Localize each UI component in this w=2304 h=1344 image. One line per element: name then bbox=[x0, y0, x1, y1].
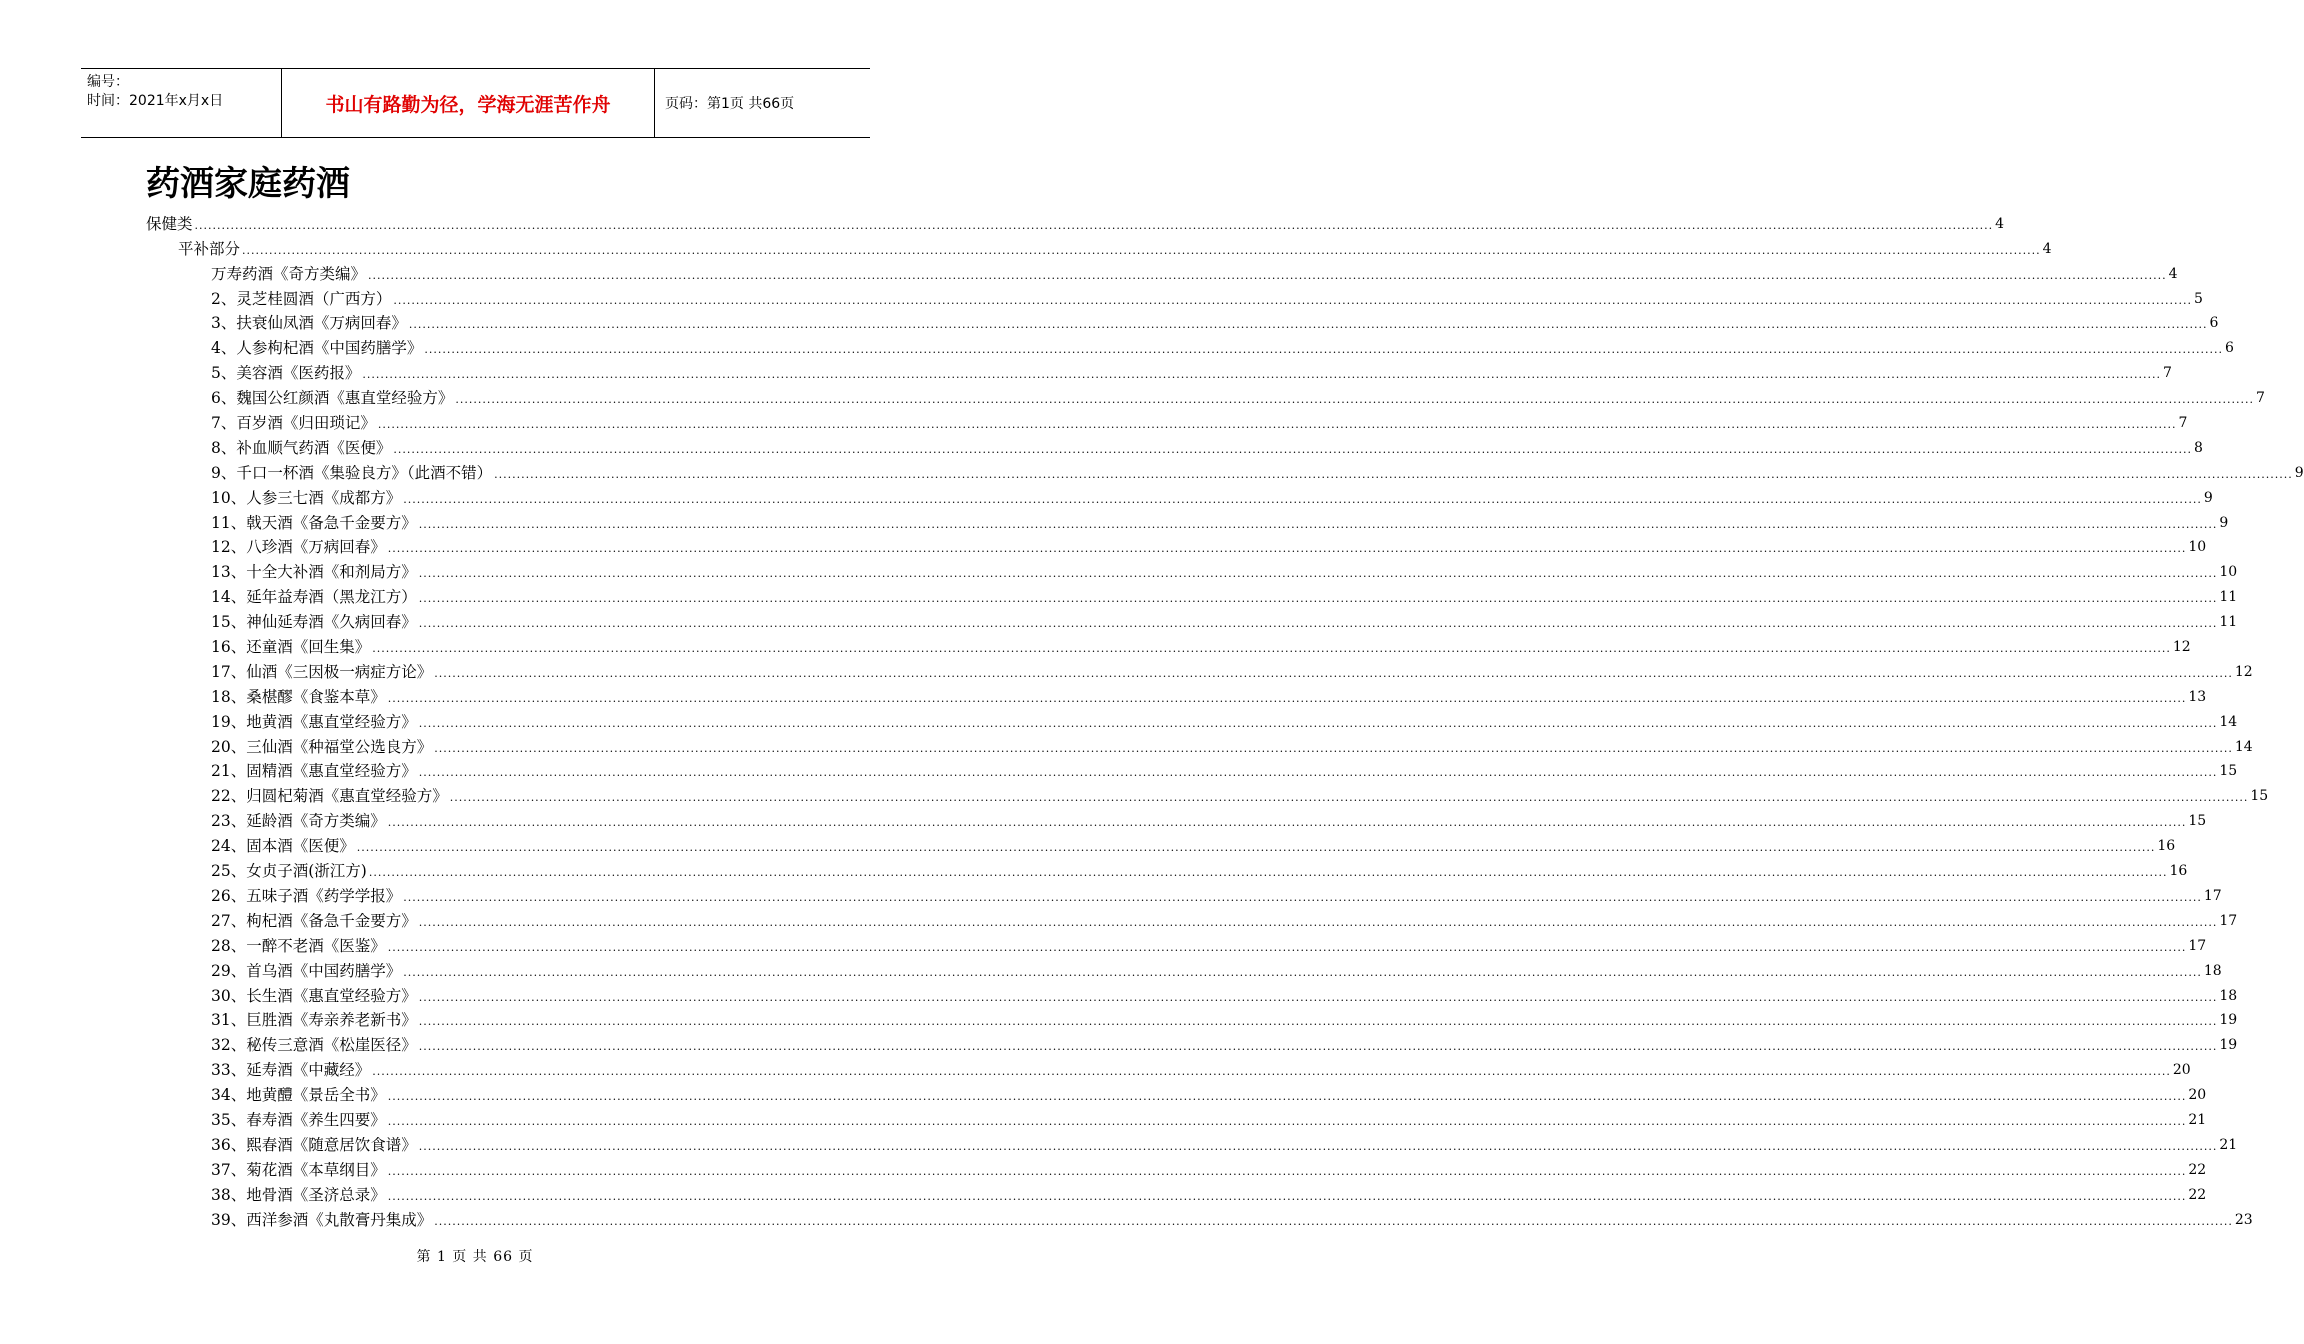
toc-entry-title: 还童酒《回生集》 bbox=[246, 638, 371, 657]
toc-entry-page: 22 bbox=[2188, 1161, 2207, 1178]
toc-leader-dots: ................................................................................................................................................................................................................................................................................................................................................................................................................ bbox=[372, 1065, 2171, 1079]
toc-entry-title: 首乌酒《中国药膳学》 bbox=[246, 961, 402, 980]
toc-entry[interactable] bbox=[146, 732, 2253, 757]
toc-leader-dots: ................................................................................................................................................................................................................................................................................................................................................................................................................ bbox=[242, 243, 2041, 257]
toc-entry[interactable] bbox=[146, 333, 2234, 358]
toc-entry-number: 27、 bbox=[211, 911, 247, 930]
toc-leader-dots: ................................................................................................................................................................................................................................................................................................................................................................................................................ bbox=[455, 393, 2255, 407]
toc-entry-page: 20 bbox=[2172, 1062, 2191, 1079]
toc-leader-dots: ................................................................................................................................................................................................................................................................................................................................................................................................................ bbox=[377, 418, 2177, 432]
toc-entry-number: 7、 bbox=[211, 414, 237, 433]
toc-leader-dots: ................................................................................................................................................................................................................................................................................................................................................................................................................ bbox=[418, 1015, 2218, 1029]
toc-entry-page: 15 bbox=[2219, 763, 2238, 780]
toc-entry-page: 23 bbox=[2234, 1211, 2253, 1228]
toc-entry-page: 19 bbox=[2219, 1012, 2238, 1029]
toc-entry-title: 枸杞酒《备急千金要方》 bbox=[246, 911, 417, 930]
toc-entry[interactable] bbox=[146, 209, 2005, 234]
toc-entry-number: 11、 bbox=[211, 513, 247, 532]
toc-entry-title: 延寿酒《中藏经》 bbox=[246, 1061, 371, 1080]
toc-leader-dots: ................................................................................................................................................................................................................................................................................................................................................................................................................ bbox=[434, 1214, 2233, 1228]
toc-entry-number: 37、 bbox=[211, 1160, 247, 1179]
toc-entry-page: 4 bbox=[2168, 265, 2178, 282]
toc-entry-number: 3、 bbox=[211, 314, 237, 333]
toc-entry-title: 固精酒《惠直堂经验方》 bbox=[246, 762, 417, 781]
toc-leader-dots: ................................................................................................................................................................................................................................................................................................................................................................................................................ bbox=[418, 517, 2218, 531]
toc-leader-dots: ................................................................................................................................................................................................................................................................................................................................................................................................................ bbox=[418, 1139, 2218, 1153]
toc-entry-page: 15 bbox=[2188, 813, 2207, 830]
toc-entry-page: 12 bbox=[2234, 663, 2253, 680]
toc-entry-title: 十全大补酒《和剂局方》 bbox=[246, 563, 417, 582]
toc-entry-page: 6 bbox=[2225, 340, 2234, 357]
toc-entry-number: 34、 bbox=[211, 1086, 247, 1105]
toc-entry-number: 18、 bbox=[211, 687, 247, 706]
toc-entry-title: 戟天酒《备急千金要方》 bbox=[246, 513, 417, 532]
toc-leader-dots: ................................................................................................................................................................................................................................................................................................................................................................................................................ bbox=[418, 567, 2218, 581]
toc-entry[interactable] bbox=[146, 234, 2052, 259]
toc-entry-title: 一醉不老酒《医鉴》 bbox=[246, 936, 386, 955]
toc-entry[interactable] bbox=[146, 557, 2238, 582]
toc-entry-title: 女贞子酒(浙江方) bbox=[246, 862, 367, 881]
toc-entry-title: 地黄醴《景岳全书》 bbox=[246, 1086, 386, 1105]
toc-entry[interactable] bbox=[146, 259, 2178, 284]
toc-entry-title: 三仙酒《种福堂公选良方》 bbox=[246, 737, 433, 756]
toc-entry-page: 17 bbox=[2203, 887, 2222, 904]
toc-entry[interactable] bbox=[146, 309, 2219, 334]
toc-entry-page: 22 bbox=[2188, 1186, 2207, 1203]
toc-leader-dots: ................................................................................................................................................................................................................................................................................................................................................................................................................ bbox=[387, 1164, 2187, 1178]
toc-entry-number: 2、 bbox=[211, 289, 237, 308]
toc-entry-number: 24、 bbox=[211, 837, 247, 856]
number-label: 编号： bbox=[87, 74, 129, 90]
toc-entry-title: 百岁酒《归田琐记》 bbox=[236, 414, 376, 433]
toc-entry-page: 14 bbox=[2219, 713, 2238, 730]
toc-leader-dots: ................................................................................................................................................................................................................................................................................................................................................................................................................ bbox=[434, 741, 2233, 755]
toc-entry-page: 4 bbox=[2042, 240, 2052, 257]
toc-entry-page: 21 bbox=[2219, 1136, 2238, 1153]
toc-entry[interactable] bbox=[146, 806, 2207, 831]
toc-entry-number: 32、 bbox=[211, 1036, 247, 1055]
toc-entry-number: 21、 bbox=[211, 762, 247, 781]
toc-entry[interactable] bbox=[146, 1180, 2207, 1205]
toc-entry[interactable] bbox=[146, 383, 2265, 408]
toc-leader-dots: ................................................................................................................................................................................................................................................................................................................................................................................................................ bbox=[408, 318, 2208, 332]
toc-entry[interactable] bbox=[146, 956, 2222, 981]
toc-entry-number: 35、 bbox=[211, 1110, 247, 1129]
toc-entry-number: 23、 bbox=[211, 812, 247, 831]
toc-leader-dots: ................................................................................................................................................................................................................................................................................................................................................................................................................ bbox=[194, 218, 1994, 232]
toc-entry-number: 30、 bbox=[211, 986, 247, 1005]
toc-entry-number: 13、 bbox=[211, 563, 247, 582]
toc-leader-dots: ................................................................................................................................................................................................................................................................................................................................................................................................................ bbox=[387, 1090, 2187, 1104]
toc-leader-dots: ................................................................................................................................................................................................................................................................................................................................................................................................................ bbox=[387, 816, 2187, 830]
toc-entry-number: 14、 bbox=[211, 588, 247, 607]
toc-entry-page: 6 bbox=[2209, 315, 2219, 332]
toc-entry-title: 地骨酒《圣济总录》 bbox=[246, 1185, 386, 1204]
toc-leader-dots: ................................................................................................................................................................................................................................................................................................................................................................................................................ bbox=[403, 492, 2202, 506]
toc-entry[interactable] bbox=[146, 682, 2207, 707]
toc-entry[interactable] bbox=[146, 1205, 2253, 1230]
toc-entry[interactable] bbox=[146, 1055, 2191, 1080]
toc-entry-page: 20 bbox=[2188, 1087, 2207, 1104]
toc-entry-title: 桑椹醪《食鉴本草》 bbox=[246, 687, 386, 706]
toc-entry-page: 14 bbox=[2234, 738, 2253, 755]
toc-leader-dots: ................................................................................................................................................................................................................................................................................................................................................................................................................ bbox=[368, 866, 2168, 880]
toc-entry-title: 万寿药酒《奇方类编》 bbox=[211, 264, 367, 283]
toc-entry-number: 31、 bbox=[211, 1011, 247, 1030]
toc-entry[interactable] bbox=[146, 284, 2203, 309]
toc-entry[interactable] bbox=[146, 856, 2188, 881]
toc-entry[interactable] bbox=[146, 1006, 2238, 1031]
toc-entry-title: 熙春酒《随意居饮食谱》 bbox=[246, 1135, 417, 1154]
toc-entry[interactable] bbox=[146, 582, 2238, 607]
toc-leader-dots: ................................................................................................................................................................................................................................................................................................................................................................................................................ bbox=[393, 442, 2193, 456]
toc-leader-dots: ................................................................................................................................................................................................................................................................................................................................................................................................................ bbox=[387, 691, 2187, 705]
toc-entry-title: 固本酒《医便》 bbox=[246, 837, 355, 856]
toc-entry-number: 22、 bbox=[211, 787, 247, 806]
toc-entry-number: 26、 bbox=[211, 886, 247, 905]
toc-entry-page: 7 bbox=[2256, 390, 2265, 407]
toc-entry-page: 16 bbox=[2169, 863, 2188, 880]
toc-entry[interactable] bbox=[146, 881, 2222, 906]
toc-entry-page: 18 bbox=[2203, 962, 2222, 979]
toc-entry[interactable] bbox=[146, 508, 2229, 533]
toc-entry[interactable] bbox=[146, 1080, 2207, 1105]
toc-leader-dots: ................................................................................................................................................................................................................................................................................................................................................................................................................ bbox=[418, 766, 2218, 780]
toc-leader-dots: ................................................................................................................................................................................................................................................................................................................................................................................................................ bbox=[368, 268, 2167, 282]
toc-entry-title: 千口一杯酒《集验良方》（此酒不错） bbox=[236, 463, 493, 482]
toc-entry[interactable] bbox=[146, 1155, 2207, 1180]
toc-entry-page: 21 bbox=[2188, 1111, 2207, 1128]
toc-leader-dots: ................................................................................................................................................................................................................................................................................................................................................................................................................ bbox=[393, 293, 2193, 307]
toc-entry-page: 12 bbox=[2172, 639, 2191, 656]
toc-entry-page: 10 bbox=[2219, 564, 2238, 581]
toc-entry-title: 人参枸杞酒《中国药膳学》 bbox=[236, 339, 423, 358]
toc-entry-page: 17 bbox=[2188, 937, 2207, 954]
toc-entry-title: 秘传三意酒《松崖医径》 bbox=[246, 1036, 417, 1055]
toc-entry[interactable] bbox=[146, 458, 2304, 483]
toc-entry-title: 西洋参酒《丸散膏丹集成》 bbox=[246, 1210, 433, 1229]
toc-leader-dots: ................................................................................................................................................................................................................................................................................................................................................................................................................ bbox=[387, 940, 2187, 954]
toc-entry-page: 11 bbox=[2219, 614, 2238, 631]
toc-entry-title: 保健类 bbox=[146, 214, 193, 233]
toc-entry-number: 8、 bbox=[211, 438, 237, 457]
toc-entry-page: 19 bbox=[2219, 1037, 2238, 1054]
toc-leader-dots: ................................................................................................................................................................................................................................................................................................................................................................................................................ bbox=[418, 915, 2218, 929]
toc-leader-dots: ................................................................................................................................................................................................................................................................................................................................................................................................................ bbox=[418, 1040, 2218, 1054]
toc-entry-page: 7 bbox=[2163, 365, 2172, 382]
toc-leader-dots: ................................................................................................................................................................................................................................................................................................................................................................................................................ bbox=[418, 592, 2218, 606]
toc-entry-title: 地黄酒《惠直堂经验方》 bbox=[246, 712, 417, 731]
toc-entry-number: 16、 bbox=[211, 638, 247, 657]
toc-entry-page: 16 bbox=[2157, 838, 2176, 855]
toc-entry-title: 巨胜酒《寿亲养老新书》 bbox=[246, 1011, 417, 1030]
toc-leader-dots: ................................................................................................................................................................................................................................................................................................................................................................................................................ bbox=[494, 467, 2293, 481]
toc-entry-page: 4 bbox=[1995, 215, 2005, 232]
toc-entry-page: 15 bbox=[2250, 788, 2269, 805]
toc-leader-dots: ................................................................................................................................................................................................................................................................................................................................................................................................................ bbox=[403, 890, 2202, 904]
toc-entry-number: 6、 bbox=[211, 389, 237, 408]
toc-leader-dots: ................................................................................................................................................................................................................................................................................................................................................................................................................ bbox=[424, 343, 2224, 357]
toc-leader-dots: ................................................................................................................................................................................................................................................................................................................................................................................................................ bbox=[356, 841, 2156, 855]
header-motto: 书山有路勤为径，学海无涯苦作舟 bbox=[282, 69, 655, 137]
toc-entry[interactable] bbox=[146, 831, 2176, 856]
toc-entry[interactable] bbox=[146, 981, 2238, 1006]
toc-entry-page: 9 bbox=[2203, 489, 2213, 506]
toc-entry-page: 13 bbox=[2188, 688, 2207, 705]
toc-entry-title: 扶衰仙凤酒《万病回春》 bbox=[236, 314, 407, 333]
toc-entry-number: 28、 bbox=[211, 936, 247, 955]
toc-entry-number: 29、 bbox=[211, 961, 247, 980]
toc-entry-number: 5、 bbox=[211, 364, 237, 383]
toc-entry[interactable] bbox=[146, 483, 2213, 508]
toc-entry[interactable] bbox=[146, 1130, 2238, 1155]
toc-entry[interactable] bbox=[146, 1030, 2238, 1055]
toc-entry-title: 归圆杞菊酒《惠直堂经验方》 bbox=[246, 787, 448, 806]
toc-entry-number: 39、 bbox=[211, 1210, 247, 1229]
toc-entry-number: 36、 bbox=[211, 1135, 247, 1154]
toc-entry-title: 延龄酒《奇方类编》 bbox=[246, 812, 386, 831]
toc-entry[interactable] bbox=[146, 607, 2238, 632]
toc-leader-dots: ................................................................................................................................................................................................................................................................................................................................................................................................................ bbox=[418, 716, 2218, 730]
toc-entry-title: 延年益寿酒（黑龙江方） bbox=[246, 588, 417, 607]
toc-leader-dots: ................................................................................................................................................................................................................................................................................................................................................................................................................ bbox=[387, 1189, 2187, 1203]
toc-leader-dots: ................................................................................................................................................................................................................................................................................................................................................................................................................ bbox=[418, 617, 2218, 631]
toc-leader-dots: ................................................................................................................................................................................................................................................................................................................................................................................................................ bbox=[387, 542, 2187, 556]
toc-entry-number: 15、 bbox=[211, 613, 247, 632]
toc-entry[interactable] bbox=[146, 358, 2172, 383]
toc-entry[interactable] bbox=[146, 657, 2253, 682]
toc-entry-page: 9 bbox=[2294, 464, 2304, 481]
toc-leader-dots: ................................................................................................................................................................................................................................................................................................................................................................................................................ bbox=[434, 666, 2233, 680]
table-of-contents bbox=[146, 209, 2304, 1230]
toc-entry[interactable] bbox=[146, 1105, 2207, 1130]
toc-entry-number: 4、 bbox=[211, 339, 237, 358]
toc-entry-title: 春寿酒《养生四要》 bbox=[246, 1110, 386, 1129]
toc-entry-page: 18 bbox=[2219, 987, 2238, 1004]
toc-entry-number: 38、 bbox=[211, 1185, 247, 1204]
toc-entry-page: 7 bbox=[2178, 415, 2188, 432]
toc-leader-dots: ................................................................................................................................................................................................................................................................................................................................................................................................................ bbox=[449, 791, 2249, 805]
toc-entry-title: 魏国公红颜酒《惠直堂经验方》 bbox=[236, 389, 454, 408]
toc-leader-dots: ................................................................................................................................................................................................................................................................................................................................................................................................................ bbox=[362, 368, 2162, 382]
toc-entry-page: 9 bbox=[2219, 514, 2229, 531]
toc-leader-dots: ................................................................................................................................................................................................................................................................................................................................................................................................................ bbox=[387, 1114, 2187, 1128]
document-title: 药酒家庭药酒 bbox=[146, 164, 350, 204]
toc-entry-page: 11 bbox=[2219, 589, 2238, 606]
toc-entry[interactable] bbox=[146, 533, 2207, 558]
toc-entry-number: 17、 bbox=[211, 662, 247, 681]
toc-entry-title: 10、人参三七酒《成都方》 bbox=[211, 488, 402, 507]
toc-entry-title: 美容酒《医药报》 bbox=[236, 364, 361, 383]
toc-entry[interactable] bbox=[146, 757, 2238, 782]
time-label: 时间：2021年x月x日 bbox=[87, 93, 224, 109]
page-header bbox=[81, 68, 870, 138]
toc-entry-page: 10 bbox=[2188, 539, 2207, 556]
toc-leader-dots: ................................................................................................................................................................................................................................................................................................................................................................................................................ bbox=[372, 642, 2171, 656]
toc-entry[interactable] bbox=[146, 433, 2203, 458]
toc-entry-title: 平补部分 bbox=[178, 239, 241, 258]
toc-entry-number: 25、 bbox=[211, 862, 247, 881]
toc-entry-title: 补血顺气药酒《医便》 bbox=[236, 438, 392, 457]
toc-entry[interactable] bbox=[146, 781, 2269, 806]
toc-entry[interactable] bbox=[146, 707, 2238, 732]
page-footer: 第 1 页 共 66 页 bbox=[416, 1249, 534, 1265]
toc-entry-title: 五味子酒《药学学报》 bbox=[246, 886, 402, 905]
toc-entry-page: 8 bbox=[2194, 439, 2203, 456]
toc-entry-page: 17 bbox=[2219, 912, 2238, 929]
toc-entry-number: 19、 bbox=[211, 712, 247, 731]
toc-entry-number: 12、 bbox=[211, 538, 247, 557]
toc-entry-title: 菊花酒《本草纲目》 bbox=[246, 1160, 386, 1179]
toc-entry-title: 八珍酒《万病回春》 bbox=[246, 538, 386, 557]
header-page-info: 页码：第1页 共66页 bbox=[665, 96, 795, 112]
toc-entry-title: 长生酒《惠直堂经验方》 bbox=[246, 986, 417, 1005]
toc-entry-number: 20、 bbox=[211, 737, 247, 756]
toc-entry-title: 灵芝桂圆酒（广西方） bbox=[236, 289, 392, 308]
toc-leader-dots: ................................................................................................................................................................................................................................................................................................................................................................................................................ bbox=[418, 990, 2218, 1004]
toc-entry-number: 9、 bbox=[211, 463, 237, 482]
toc-entry-title: 神仙延寿酒《久病回春》 bbox=[246, 613, 417, 632]
toc-entry[interactable] bbox=[146, 906, 2238, 931]
toc-leader-dots: ................................................................................................................................................................................................................................................................................................................................................................................................................ bbox=[403, 965, 2202, 979]
header-meta bbox=[81, 69, 282, 137]
toc-entry-page: 5 bbox=[2194, 290, 2203, 307]
toc-entry[interactable] bbox=[146, 931, 2207, 956]
toc-entry-title: 仙酒《三因极一病症方论》 bbox=[246, 662, 433, 681]
toc-entry[interactable] bbox=[146, 632, 2191, 657]
toc-entry-number: 33、 bbox=[211, 1061, 247, 1080]
toc-entry[interactable] bbox=[146, 408, 2188, 433]
